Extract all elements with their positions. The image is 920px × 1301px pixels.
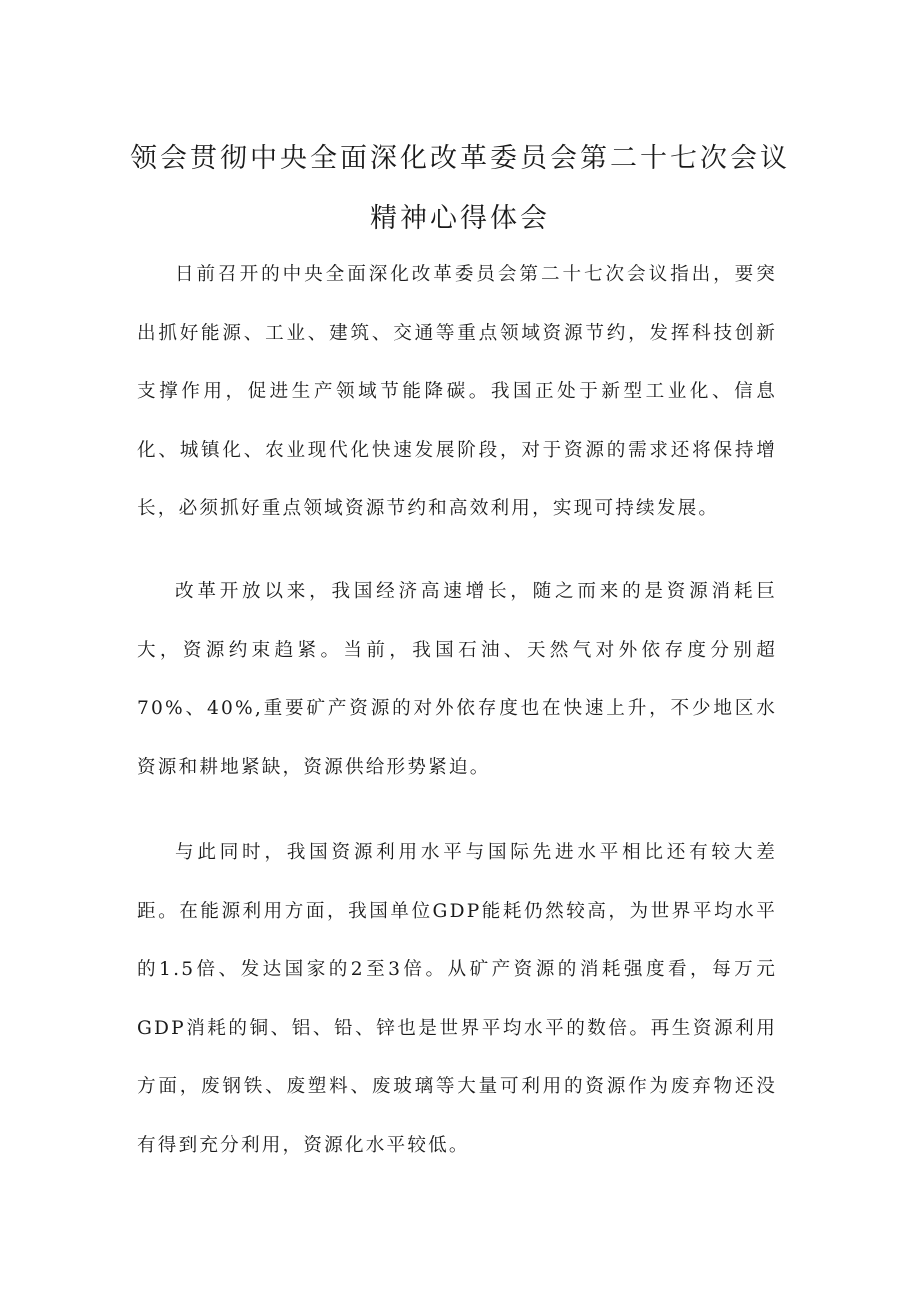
document-title-line-1: 领会贯彻中央全面深化改革委员会第二十七次会议 <box>130 143 790 174</box>
paragraph-3: 与此同时，我国资源利用水平与国际先进水平相比还有较大差距。在能源利用方面，我国单位GDP能耗仍然较高，为世界平均水平的1.5倍、发达国家的2至3倍。从矿产资源的消耗强度看，每万元GDP消耗的铜、铝、铅、锌也是世界平均水平的数倍。再生资源利用方面，废钢铁、废塑料、废玻璃等大量可利用的资源作为废弃物还没有得到充分利用，资源化水平较低。 <box>137 842 777 1156</box>
document-title-line-2: 精神心得体会 <box>370 203 550 234</box>
paragraph-1: 日前召开的中央全面深化改革委员会第二十七次会议指出，要突出抓好能源、工业、建筑、交通等重点领域资源节约，发挥科技创新支撑作用，促进生产领域节能降碳。我国正处于新型工业化、信息化、城镇化、农业现代化快速发展阶段，对于资源的需求还将保持增长，必须抓好重点领域资源节约和高效利用，实现可持续发展。 <box>137 264 777 520</box>
paragraph-2: 改革开放以来，我国经济高速增长，随之而来的是资源消耗巨大，资源约束趋紧。当前，我国石油、天然气对外依存度分别超70%、40%,重要矿产资源的对外依存度也在快速上升，不少地区水资源和耕地紧缺，资源供给形势紧迫。 <box>137 581 777 778</box>
